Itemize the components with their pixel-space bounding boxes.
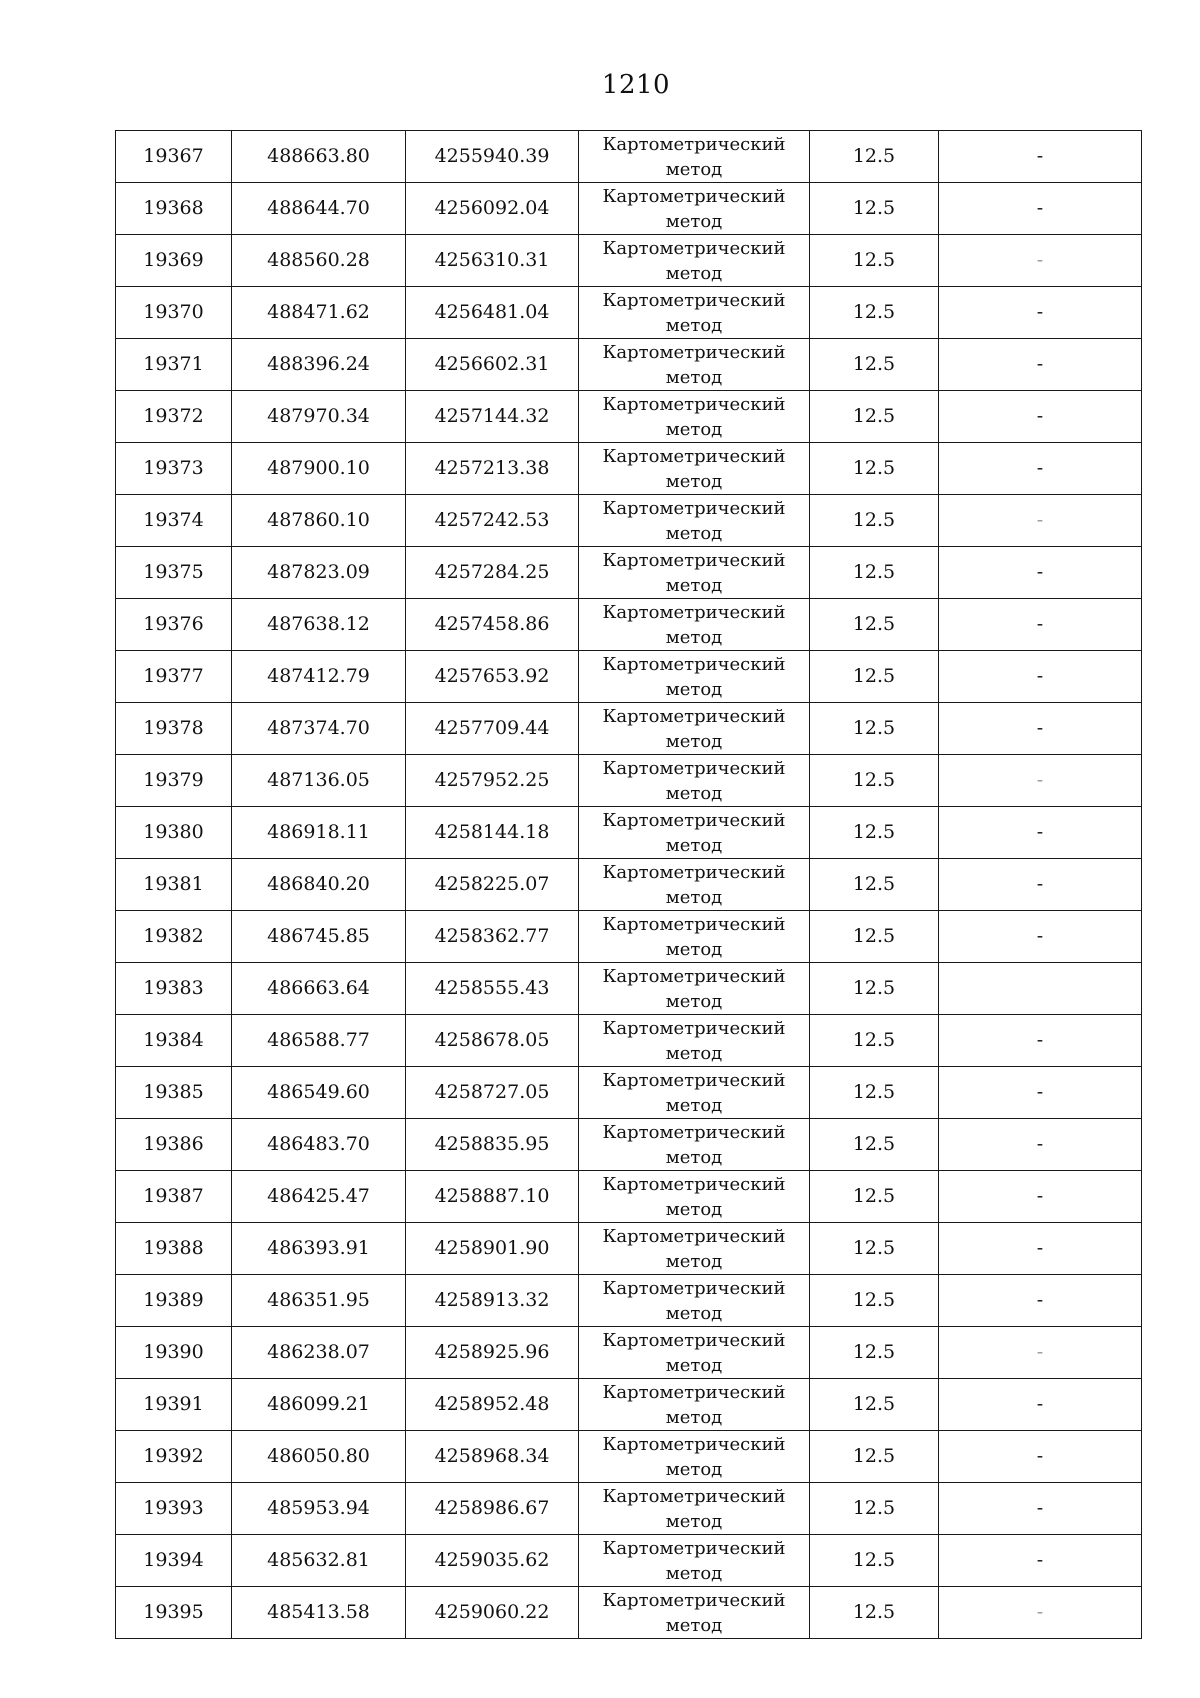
x-coordinate-cell: 487136.05 [232, 755, 406, 807]
method-cell [579, 1275, 810, 1327]
point-number-cell: 19375 [116, 547, 232, 599]
method-line-1: Картометрический [602, 1381, 786, 1403]
note-cell: - [939, 1223, 1142, 1275]
accuracy-cell: 12.5 [810, 1015, 939, 1067]
method-line-1: Картометрический [602, 1329, 786, 1351]
method-line-1: Картометрический [602, 1485, 786, 1507]
method-line-2: метод [665, 1042, 723, 1064]
point-number-cell: 19387 [116, 1171, 232, 1223]
method-cell [579, 443, 810, 495]
method-line-2: метод [665, 1406, 723, 1428]
note-cell: - [939, 859, 1142, 911]
point-number-cell: 19382 [116, 911, 232, 963]
x-coordinate-cell: 486099.21 [232, 1379, 406, 1431]
table-row [116, 235, 1142, 287]
method-line-2: метод [665, 626, 723, 648]
note-cell: - [939, 1171, 1142, 1223]
x-coordinate-cell: 487374.70 [232, 703, 406, 755]
table-row [116, 1587, 1142, 1639]
method-line-2: метод [665, 782, 723, 804]
note-cell: - [939, 287, 1142, 339]
method-cell [579, 755, 810, 807]
method-line-1: Картометрический [602, 497, 786, 519]
method-cell [579, 599, 810, 651]
method-line-2: метод [665, 314, 723, 336]
note-cell [939, 963, 1142, 1015]
method-line-2: метод [665, 418, 723, 440]
accuracy-cell: 12.5 [810, 1171, 939, 1223]
table-row [116, 391, 1142, 443]
accuracy-cell: 12.5 [810, 183, 939, 235]
x-coordinate-cell: 487860.10 [232, 495, 406, 547]
x-coordinate-cell: 486745.85 [232, 911, 406, 963]
method-line-2: метод [665, 730, 723, 752]
table-row [116, 131, 1142, 183]
y-coordinate-cell: 4258901.90 [406, 1223, 579, 1275]
method-line-1: Картометрический [602, 965, 786, 987]
point-number-cell: 19376 [116, 599, 232, 651]
x-coordinate-cell: 487638.12 [232, 599, 406, 651]
table-row [116, 1535, 1142, 1587]
x-coordinate-cell: 486393.91 [232, 1223, 406, 1275]
accuracy-cell: 12.5 [810, 1587, 939, 1639]
method-line-1: Картометрический [602, 757, 786, 779]
accuracy-cell: 12.5 [810, 807, 939, 859]
method-line-2: метод [665, 990, 723, 1012]
note-cell: - [939, 1535, 1142, 1587]
accuracy-cell: 12.5 [810, 547, 939, 599]
method-line-1: Картометрический [602, 601, 786, 623]
point-number-cell: 19383 [116, 963, 232, 1015]
accuracy-cell: 12.5 [810, 859, 939, 911]
y-coordinate-cell: 4258835.95 [406, 1119, 579, 1171]
y-coordinate-cell: 4258555.43 [406, 963, 579, 1015]
note-cell: - [939, 235, 1142, 287]
table-row [116, 1067, 1142, 1119]
point-number-cell: 19368 [116, 183, 232, 235]
table-row [116, 859, 1142, 911]
method-cell [579, 911, 810, 963]
y-coordinate-cell: 4256092.04 [406, 183, 579, 235]
method-cell [579, 1379, 810, 1431]
point-number-cell: 19370 [116, 287, 232, 339]
method-cell [579, 1483, 810, 1535]
accuracy-cell: 12.5 [810, 131, 939, 183]
method-line-1: Картометрический [602, 1537, 786, 1559]
note-cell: - [939, 443, 1142, 495]
accuracy-cell: 12.5 [810, 1119, 939, 1171]
method-line-2: метод [665, 1250, 723, 1272]
y-coordinate-cell: 4258362.77 [406, 911, 579, 963]
y-coordinate-cell: 4259035.62 [406, 1535, 579, 1587]
method-cell [579, 1223, 810, 1275]
note-cell: - [939, 1067, 1142, 1119]
point-number-cell: 19379 [116, 755, 232, 807]
method-cell [579, 235, 810, 287]
accuracy-cell: 12.5 [810, 755, 939, 807]
point-number-cell: 19374 [116, 495, 232, 547]
method-line-2: метод [665, 678, 723, 700]
x-coordinate-cell: 487970.34 [232, 391, 406, 443]
note-cell: - [939, 339, 1142, 391]
point-number-cell: 19371 [116, 339, 232, 391]
method-cell [579, 963, 810, 1015]
note-cell: - [939, 1275, 1142, 1327]
y-coordinate-cell: 4258986.67 [406, 1483, 579, 1535]
method-line-2: метод [665, 366, 723, 388]
method-line-2: метод [665, 886, 723, 908]
method-cell [579, 651, 810, 703]
y-coordinate-cell: 4255940.39 [406, 131, 579, 183]
accuracy-cell: 12.5 [810, 963, 939, 1015]
note-cell: - [939, 495, 1142, 547]
accuracy-cell: 12.5 [810, 495, 939, 547]
note-cell: - [939, 703, 1142, 755]
accuracy-cell: 12.5 [810, 339, 939, 391]
method-line-1: Картометрический [602, 705, 786, 727]
point-number-cell: 19386 [116, 1119, 232, 1171]
x-coordinate-cell: 486840.20 [232, 859, 406, 911]
x-coordinate-cell: 488644.70 [232, 183, 406, 235]
y-coordinate-cell: 4258727.05 [406, 1067, 579, 1119]
table-row [116, 547, 1142, 599]
method-cell [579, 1587, 810, 1639]
x-coordinate-cell: 488663.80 [232, 131, 406, 183]
x-coordinate-cell: 485953.94 [232, 1483, 406, 1535]
method-line-2: метод [665, 1510, 723, 1532]
y-coordinate-cell: 4256481.04 [406, 287, 579, 339]
accuracy-cell: 12.5 [810, 443, 939, 495]
point-number-cell: 19393 [116, 1483, 232, 1535]
table-row [116, 1223, 1142, 1275]
accuracy-cell: 12.5 [810, 1431, 939, 1483]
method-line-2: метод [665, 938, 723, 960]
method-line-2: метод [665, 1198, 723, 1220]
table-row [116, 755, 1142, 807]
table-row [116, 963, 1142, 1015]
method-cell [579, 859, 810, 911]
method-cell [579, 1067, 810, 1119]
point-number-cell: 19372 [116, 391, 232, 443]
y-coordinate-cell: 4258925.96 [406, 1327, 579, 1379]
method-cell [579, 1171, 810, 1223]
point-number-cell: 19381 [116, 859, 232, 911]
y-coordinate-cell: 4258144.18 [406, 807, 579, 859]
accuracy-cell: 12.5 [810, 1275, 939, 1327]
method-cell [579, 391, 810, 443]
y-coordinate-cell: 4257144.32 [406, 391, 579, 443]
method-line-1: Картометрический [602, 1433, 786, 1455]
note-cell: - [939, 131, 1142, 183]
accuracy-cell: 12.5 [810, 391, 939, 443]
table-row [116, 1379, 1142, 1431]
method-cell [579, 495, 810, 547]
page-number: 1210 [601, 70, 671, 100]
method-cell [579, 1327, 810, 1379]
note-cell: - [939, 391, 1142, 443]
note-cell: - [939, 911, 1142, 963]
point-number-cell: 19369 [116, 235, 232, 287]
method-line-1: Картометрический [602, 185, 786, 207]
y-coordinate-cell: 4257284.25 [406, 547, 579, 599]
y-coordinate-cell: 4259060.22 [406, 1587, 579, 1639]
method-line-2: метод [665, 470, 723, 492]
x-coordinate-cell: 486918.11 [232, 807, 406, 859]
method-line-1: Картометрический [602, 237, 786, 259]
point-number-cell: 19385 [116, 1067, 232, 1119]
point-number-cell: 19390 [116, 1327, 232, 1379]
table-row [116, 1171, 1142, 1223]
accuracy-cell: 12.5 [810, 1379, 939, 1431]
method-line-1: Картометрический [602, 1589, 786, 1611]
method-cell [579, 1431, 810, 1483]
method-line-1: Картометрический [602, 1017, 786, 1039]
accuracy-cell: 12.5 [810, 235, 939, 287]
x-coordinate-cell: 486549.60 [232, 1067, 406, 1119]
method-cell [579, 131, 810, 183]
y-coordinate-cell: 4258678.05 [406, 1015, 579, 1067]
method-line-2: метод [665, 158, 723, 180]
method-line-2: метод [665, 1562, 723, 1584]
accuracy-cell: 12.5 [810, 703, 939, 755]
x-coordinate-cell: 487900.10 [232, 443, 406, 495]
x-coordinate-cell: 485413.58 [232, 1587, 406, 1639]
method-cell [579, 183, 810, 235]
method-line-1: Картометрический [602, 1069, 786, 1091]
note-cell: - [939, 1587, 1142, 1639]
point-number-cell: 19384 [116, 1015, 232, 1067]
method-line-1: Картометрический [602, 341, 786, 363]
table-row [116, 651, 1142, 703]
method-line-1: Картометрический [602, 133, 786, 155]
table-row [116, 703, 1142, 755]
accuracy-cell: 12.5 [810, 599, 939, 651]
point-number-cell: 19391 [116, 1379, 232, 1431]
method-line-2: метод [665, 522, 723, 544]
table-row [116, 807, 1142, 859]
method-line-1: Картометрический [602, 1173, 786, 1195]
x-coordinate-cell: 487823.09 [232, 547, 406, 599]
note-cell: - [939, 183, 1142, 235]
method-line-1: Картометрический [602, 861, 786, 883]
x-coordinate-cell: 486050.80 [232, 1431, 406, 1483]
point-number-cell: 19378 [116, 703, 232, 755]
table-row [116, 495, 1142, 547]
method-line-2: метод [665, 574, 723, 596]
note-cell: - [939, 1379, 1142, 1431]
accuracy-cell: 12.5 [810, 911, 939, 963]
point-number-cell: 19377 [116, 651, 232, 703]
note-cell: - [939, 599, 1142, 651]
x-coordinate-cell: 486425.47 [232, 1171, 406, 1223]
y-coordinate-cell: 4257458.86 [406, 599, 579, 651]
x-coordinate-cell: 486663.64 [232, 963, 406, 1015]
table-row [116, 339, 1142, 391]
method-cell [579, 1015, 810, 1067]
x-coordinate-cell: 486588.77 [232, 1015, 406, 1067]
method-cell [579, 339, 810, 391]
method-line-2: метод [665, 1458, 723, 1480]
method-cell [579, 703, 810, 755]
note-cell: - [939, 1327, 1142, 1379]
x-coordinate-cell: 488560.28 [232, 235, 406, 287]
method-cell [579, 807, 810, 859]
point-number-cell: 19367 [116, 131, 232, 183]
method-line-2: метод [665, 1094, 723, 1116]
accuracy-cell: 12.5 [810, 287, 939, 339]
note-cell: - [939, 1431, 1142, 1483]
method-cell [579, 547, 810, 599]
note-cell: - [939, 547, 1142, 599]
method-line-2: метод [665, 210, 723, 232]
y-coordinate-cell: 4257242.53 [406, 495, 579, 547]
y-coordinate-cell: 4258952.48 [406, 1379, 579, 1431]
method-cell [579, 1119, 810, 1171]
table-row [116, 1015, 1142, 1067]
x-coordinate-cell: 485632.81 [232, 1535, 406, 1587]
accuracy-cell: 12.5 [810, 1483, 939, 1535]
method-line-2: метод [665, 262, 723, 284]
table-row [116, 1327, 1142, 1379]
method-line-2: метод [665, 834, 723, 856]
y-coordinate-cell: 4257952.25 [406, 755, 579, 807]
table-row [116, 287, 1142, 339]
method-line-2: метод [665, 1614, 723, 1636]
accuracy-cell: 12.5 [810, 1327, 939, 1379]
accuracy-cell: 12.5 [810, 651, 939, 703]
method-cell [579, 1535, 810, 1587]
x-coordinate-cell: 487412.79 [232, 651, 406, 703]
x-coordinate-cell: 486351.95 [232, 1275, 406, 1327]
method-line-1: Картометрический [602, 1277, 786, 1299]
method-line-1: Картометрический [602, 809, 786, 831]
y-coordinate-cell: 4256602.31 [406, 339, 579, 391]
method-line-2: метод [665, 1302, 723, 1324]
coordinates-table [115, 130, 1142, 1639]
note-cell: - [939, 1483, 1142, 1535]
x-coordinate-cell: 486238.07 [232, 1327, 406, 1379]
y-coordinate-cell: 4258225.07 [406, 859, 579, 911]
method-line-1: Картометрический [602, 1225, 786, 1247]
note-cell: - [939, 651, 1142, 703]
method-cell [579, 287, 810, 339]
method-line-2: метод [665, 1146, 723, 1168]
point-number-cell: 19389 [116, 1275, 232, 1327]
method-line-1: Картометрический [602, 289, 786, 311]
accuracy-cell: 12.5 [810, 1535, 939, 1587]
note-cell: - [939, 807, 1142, 859]
x-coordinate-cell: 488396.24 [232, 339, 406, 391]
x-coordinate-cell: 488471.62 [232, 287, 406, 339]
coordinates-table-body [116, 131, 1142, 1639]
y-coordinate-cell: 4257653.92 [406, 651, 579, 703]
method-line-1: Картометрический [602, 653, 786, 675]
table-row [116, 1483, 1142, 1535]
accuracy-cell: 12.5 [810, 1067, 939, 1119]
note-cell: - [939, 1015, 1142, 1067]
y-coordinate-cell: 4257709.44 [406, 703, 579, 755]
method-line-1: Картометрический [602, 393, 786, 415]
table-row [116, 599, 1142, 651]
table-row [116, 1275, 1142, 1327]
table-row [116, 1119, 1142, 1171]
x-coordinate-cell: 486483.70 [232, 1119, 406, 1171]
y-coordinate-cell: 4258968.34 [406, 1431, 579, 1483]
table-row [116, 183, 1142, 235]
y-coordinate-cell: 4258913.32 [406, 1275, 579, 1327]
table-row [116, 1431, 1142, 1483]
point-number-cell: 19392 [116, 1431, 232, 1483]
point-number-cell: 19395 [116, 1587, 232, 1639]
y-coordinate-cell: 4256310.31 [406, 235, 579, 287]
point-number-cell: 19394 [116, 1535, 232, 1587]
method-line-1: Картометрический [602, 549, 786, 571]
method-line-1: Картометрический [602, 445, 786, 467]
note-cell: - [939, 1119, 1142, 1171]
y-coordinate-cell: 4257213.38 [406, 443, 579, 495]
point-number-cell: 19373 [116, 443, 232, 495]
y-coordinate-cell: 4258887.10 [406, 1171, 579, 1223]
method-line-1: Картометрический [602, 913, 786, 935]
method-line-1: Картометрический [602, 1121, 786, 1143]
point-number-cell: 19380 [116, 807, 232, 859]
table-row [116, 443, 1142, 495]
note-cell: - [939, 755, 1142, 807]
accuracy-cell: 12.5 [810, 1223, 939, 1275]
method-line-2: метод [665, 1354, 723, 1376]
point-number-cell: 19388 [116, 1223, 232, 1275]
table-row [116, 911, 1142, 963]
